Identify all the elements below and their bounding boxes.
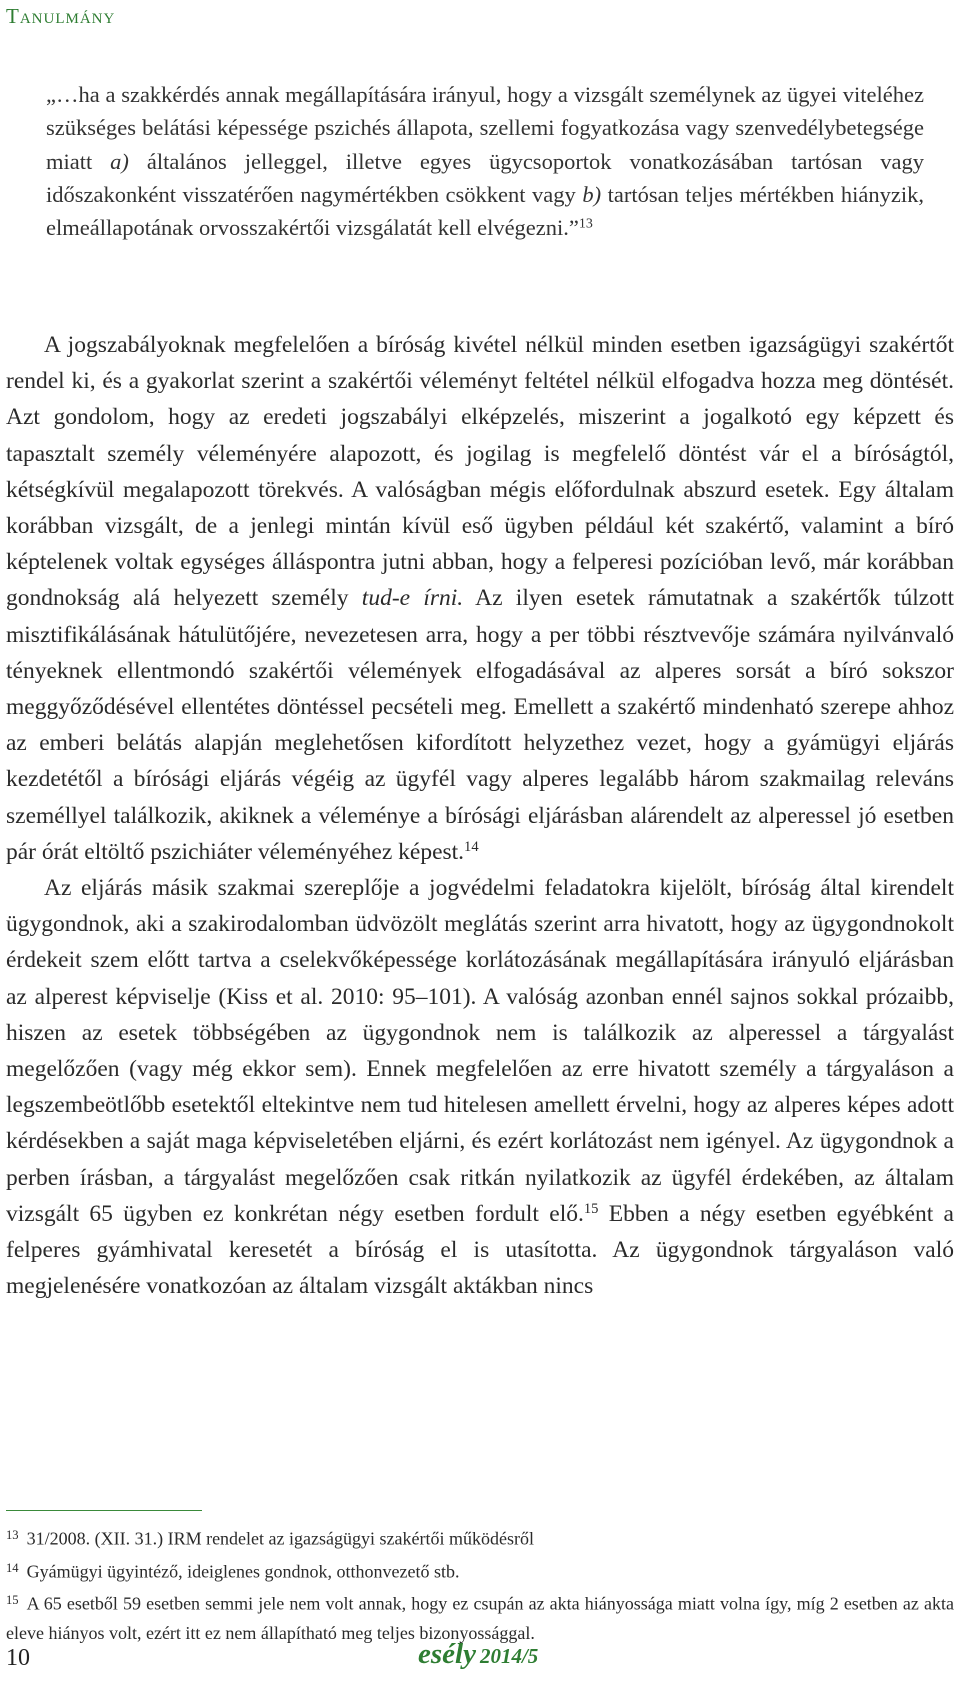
quote-text: tartósan teljes mértékben hiányzik, elmeállapotának orvosszakértői vizsgálatát kell elvégezni.”: [46, 181, 924, 241]
quote-marker-b: b): [582, 181, 602, 207]
section-label: Tanulmány: [6, 4, 116, 28]
quote-text: általános jelleggel, illetve egyes ügycsoportok vonatkozásában tartósan vagy időszakonként visszatérően nagymértékben csökkent vagy: [46, 148, 924, 207]
paragraph-text: Az ilyen esetek rámutatnak a szakértők túlzott misztifikálásának hátulütőjére, nevezetesen arra, hogy a per többi résztvevője számára nyilvánvaló tényeknek ellentmondó szakértői vélemények elfogadásával az alperes sorsát a bíró sokszor meggyőződésével ellentétes döntéssel pecsételi meg. Emellett a szakértő mindenható szerepe ahhoz az emberi belátás alapján meglehetősen kifordított helyzethez vezet, hogy a gyámügyi eljárás kezdetétől a bírósági eljárás végéig az ügyfél vagy alperes legalább három szakmailag releváns személlyel találkozik, akiknek a véleménye a bírósági eljárásban alárendelt az alperessel jó esetben pár órát eltöltő pszichiáter véleményéhez képest.: [6, 585, 954, 865]
journal-name: esély: [418, 1638, 476, 1670]
footnote-number: 15: [6, 1593, 19, 1608]
journal-footer: [418, 1638, 538, 1671]
emphasis-text: tud-e írni.: [361, 585, 464, 612]
paragraph-text: Az eljárás másik szakmai szereplője a jogvédelmi feladatokra kijelölt, bíróság által kirendelt ügygondnok, aki a szakirodalomban üdvözölt meglátás szerint arra hivatott, hogy az ügygondnokolt érdekeit szem előtt tartva a cselekvőképessége korlátozásának megállapítására irányuló eljárásban az alperest képviselje (Kiss et al. 2010: 95–101). A valóság azonban ennél sajnos sokkal prózaibb, hiszen az esetek többségében az ügygondnok nem is találkozik az alperessel a tárgyalást megelőzően (vagy még ekkor sem). Ennek megfelelően az erre hivatott személy a tárgyaláson a legszembeötlőbb esetektől eltekintve nem tud hitelesen amellett érvelni, hogy az alperes képes adott kérdésekben a saját maga képviseletében eljárni, és ezért korlátozást nem igényel. Az ügygondnok a perben írásban, a tárgyalást megelőzően csak ritkán nyilatkozik az ügyfél érdekében, az általam vizsgált 65 ügyben ez konkrétan négy esetben fordult elő.: [6, 875, 954, 1227]
paragraph-text: Ebben a négy esetben egyébként a felperes gyámhivatal keresetét a bíróság el is utasította. Az ügygondnok tárgyaláson való megjelenésére vonatkozóan az általam vizsgált aktákban nincs: [6, 1200, 954, 1300]
paragraph-text: A jogszabályoknak megfelelően a bíróság kivétel nélkül minden esetben igazságügyi szakértőt rendel ki, és a gyakorlat szerint a szakértői véleményt feltétel nélkül elfogadva hozza meg döntését. Azt gondolom, hogy az eredeti jogszabályi elképzelés, miszerint a jogalkotó egy képzett és tapasztalt személy véleményére alapozott, és jogilag is megfelelő döntést vár el a bíróságtól, kétségkívül megalapozott törekvés. A valóságban mégis előfordulnak abszurd esetek. Egy általam korábban vizsgált, de a jenlegi mintán kívül eső ügyben például két szakértő, valamint a bíró képtelenek voltak egységes álláspontra jutni abban, hogy a felperesi pozícióban levő, már korábban gondnokság alá helyezett személy: [6, 332, 954, 612]
footnote-ref-14[interactable]: 14: [464, 838, 479, 855]
footnote-text: A 65 esetből 59 esetben semmi jele nem volt annak, hogy ez csupán az akta hiányossága miatt volna így, míg 2 esetben az akta eleve hiányos volt, ezért itt ez nem állapítható meg teljes bizonyossággal.: [6, 1593, 954, 1643]
footnote-ref-15[interactable]: 15: [583, 1200, 599, 1217]
block-quote: [46, 78, 924, 244]
journal-issue: 2014/5: [479, 1644, 539, 1668]
footnote-14: [6, 1554, 954, 1587]
quote-marker-a: a): [110, 148, 129, 174]
footnote-ref-13[interactable]: 13: [578, 216, 593, 232]
paragraph: [6, 327, 954, 870]
quote-text: „…ha a szakkérdés annak megállapítására irányul, hogy a vizsgált személynek az ügyei viteléhez szükséges belátási képessége pszichés állapota, szellemi fogyatkozása vagy szenvedélybetegsége miatt: [46, 82, 924, 174]
footnote-text: Gyámügyi ügyintéző, ideiglenes gondnok, otthonvezető stb.: [26, 1561, 460, 1582]
footnote-number: 13: [6, 1528, 19, 1542]
page-number: 10: [6, 1645, 30, 1671]
paragraph: [6, 870, 954, 1304]
body-text: [6, 327, 954, 1304]
footnote-number: 14: [6, 1560, 19, 1575]
footnote-divider: [6, 1510, 202, 1511]
footnotes: [6, 1521, 954, 1648]
footnote-13: [6, 1521, 954, 1554]
footnote-text: 31/2008. (XII. 31.) IRM rendelet az igazságügyi szakértői működésről: [26, 1528, 534, 1549]
